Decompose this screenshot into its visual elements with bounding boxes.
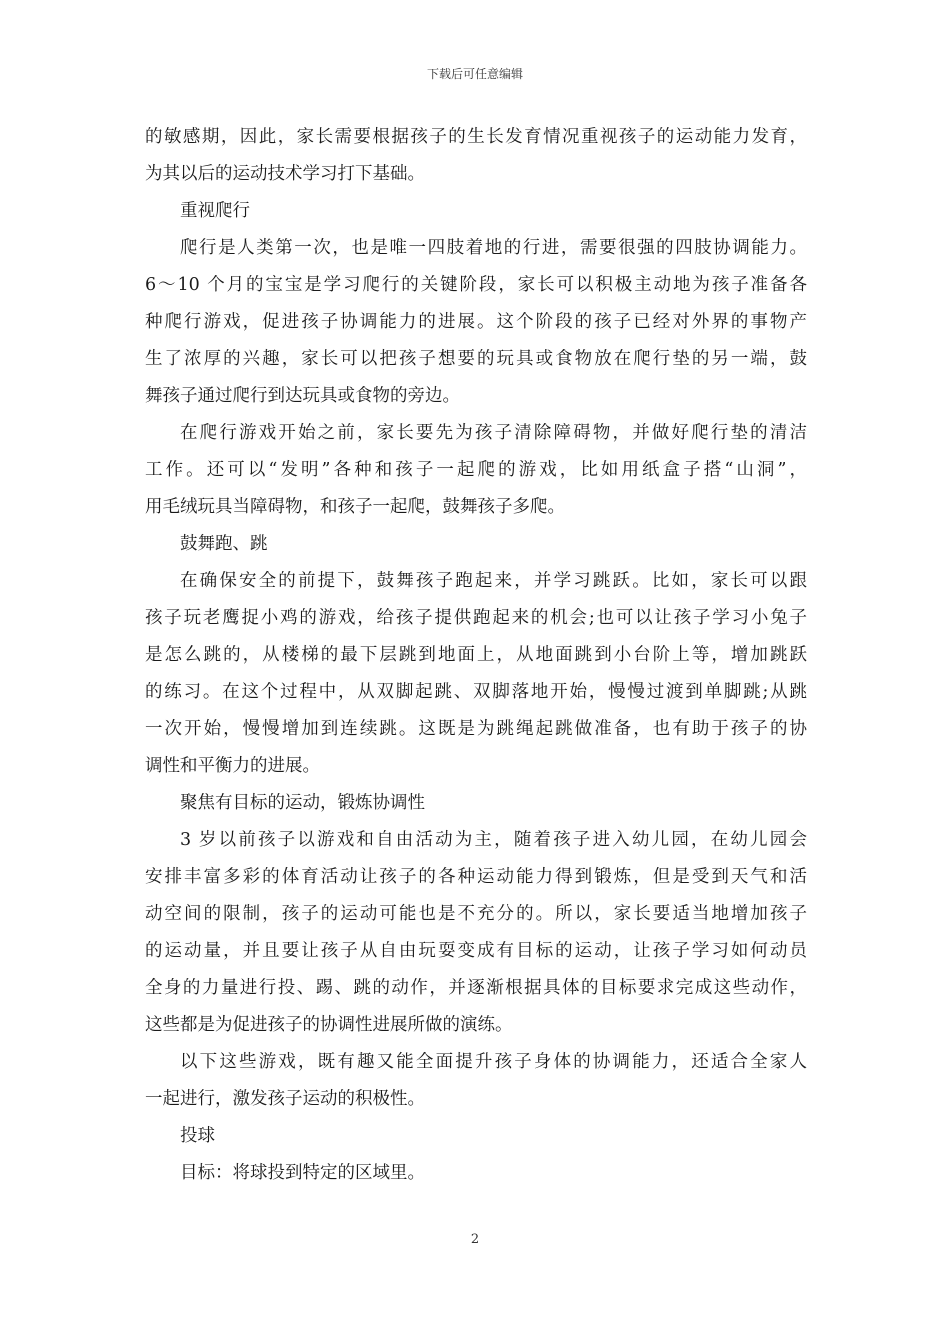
- text-line: 一起进行，激发孩子运动的积极性。: [145, 1089, 425, 1109]
- section-heading-throwing: 投球: [180, 1126, 215, 1146]
- text-line: 生了浓厚的兴趣，家长可以把孩子想要的玩具或食物放在爬行垫的另一端，鼓: [145, 349, 807, 369]
- text-line: 的练习。在这个过程中，从双脚起跳、双脚落地开始，慢慢过渡到单脚跳;从跳: [145, 682, 807, 702]
- text-line: 一次开始，慢慢增加到连续跳。这既是为跳绳起跳做准备，也有助于孩子的协: [145, 719, 807, 739]
- text-line: 在确保安全的前提下，鼓舞孩子跑起来，并学习跳跃。比如，家长可以跟: [180, 571, 807, 591]
- paragraph: [145, 230, 807, 415]
- page-header: 下载后可任意编辑: [426, 67, 523, 81]
- text-line: 的敏感期，因此，家长需要根据孩子的生长发育情况重视孩子的运动能力发育，: [145, 127, 807, 147]
- text-line: 爬行是人类第一次，也是唯一四肢着地的行进，需要很强的四肢协调能力。: [180, 238, 807, 258]
- text-line: 6～10 个月的宝宝是学习爬行的关键阶段，家长可以积极主动地为孩子准备各: [145, 275, 807, 295]
- text-line: 的运动量，并且要让孩子从自由玩耍变成有目标的运动，让孩子学习如何动员: [145, 941, 807, 961]
- text-line: 工作。还可以“发明”各种和孩子一起爬的游戏，比如用纸盒子搭“山洞”，: [145, 460, 807, 480]
- text-line: 全身的力量进行投、踢、跳的动作，并逐渐根据具体的目标要求完成这些动作，: [145, 978, 807, 998]
- paragraph: [145, 563, 807, 785]
- paragraph: [145, 1044, 807, 1118]
- text-line: 调性和平衡力的进展。: [145, 756, 320, 776]
- paragraph: [145, 119, 807, 193]
- paragraph: [145, 415, 807, 526]
- text-line: 孩子玩老鹰捉小鸡的游戏，给孩子提供跑起来的机会;也可以让孩子学习小兔子: [145, 608, 807, 628]
- text-line: 以下这些游戏，既有趣又能全面提升孩子身体的协调能力，还适合全家人: [180, 1052, 807, 1072]
- text-line: 是怎么跳的，从楼梯的最下层跳到地面上，从地面跳到小台阶上等，增加跳跃: [145, 645, 807, 665]
- paragraph: [145, 822, 807, 1044]
- text-line: 3 岁以前孩子以游戏和自由活动为主，随着孩子进入幼儿园，在幼儿园会: [180, 830, 807, 850]
- page-number: 2: [470, 1232, 480, 1247]
- section-heading-run-jump: 鼓舞跑、跳: [180, 534, 268, 554]
- text-line: 为其以后的运动技术学习打下基础。: [145, 164, 425, 184]
- text-line: 舞孩子通过爬行到达玩具或食物的旁边。: [145, 386, 460, 406]
- text-line: 这些都是为促进孩子的协调性进展所做的演练。: [145, 1015, 513, 1035]
- text-line: 在爬行游戏开始之前，家长要先为孩子清除障碍物，并做好爬行垫的清洁: [180, 423, 807, 443]
- text-line: 用毛绒玩具当障碍物，和孩子一起爬，鼓舞孩子多爬。: [145, 497, 565, 517]
- section-heading-crawling: 重视爬行: [180, 201, 250, 221]
- text-line: 动空间的限制，孩子的运动可能也是不充分的。所以，家长要适当地增加孩子: [145, 904, 807, 924]
- text-line: 目标：将球投到特定的区域里。: [180, 1163, 425, 1183]
- section-heading-coordination: 聚焦有目标的运动，锻炼协调性: [180, 793, 425, 813]
- text-line: 安排丰富多彩的体育活动让孩子的各种运动能力得到锻炼，但是受到天气和活: [145, 867, 807, 887]
- document-body: [145, 119, 807, 1192]
- text-line: 种爬行游戏，促进孩子协调能力的进展。这个阶段的孩子已经对外界的事物产: [145, 312, 807, 332]
